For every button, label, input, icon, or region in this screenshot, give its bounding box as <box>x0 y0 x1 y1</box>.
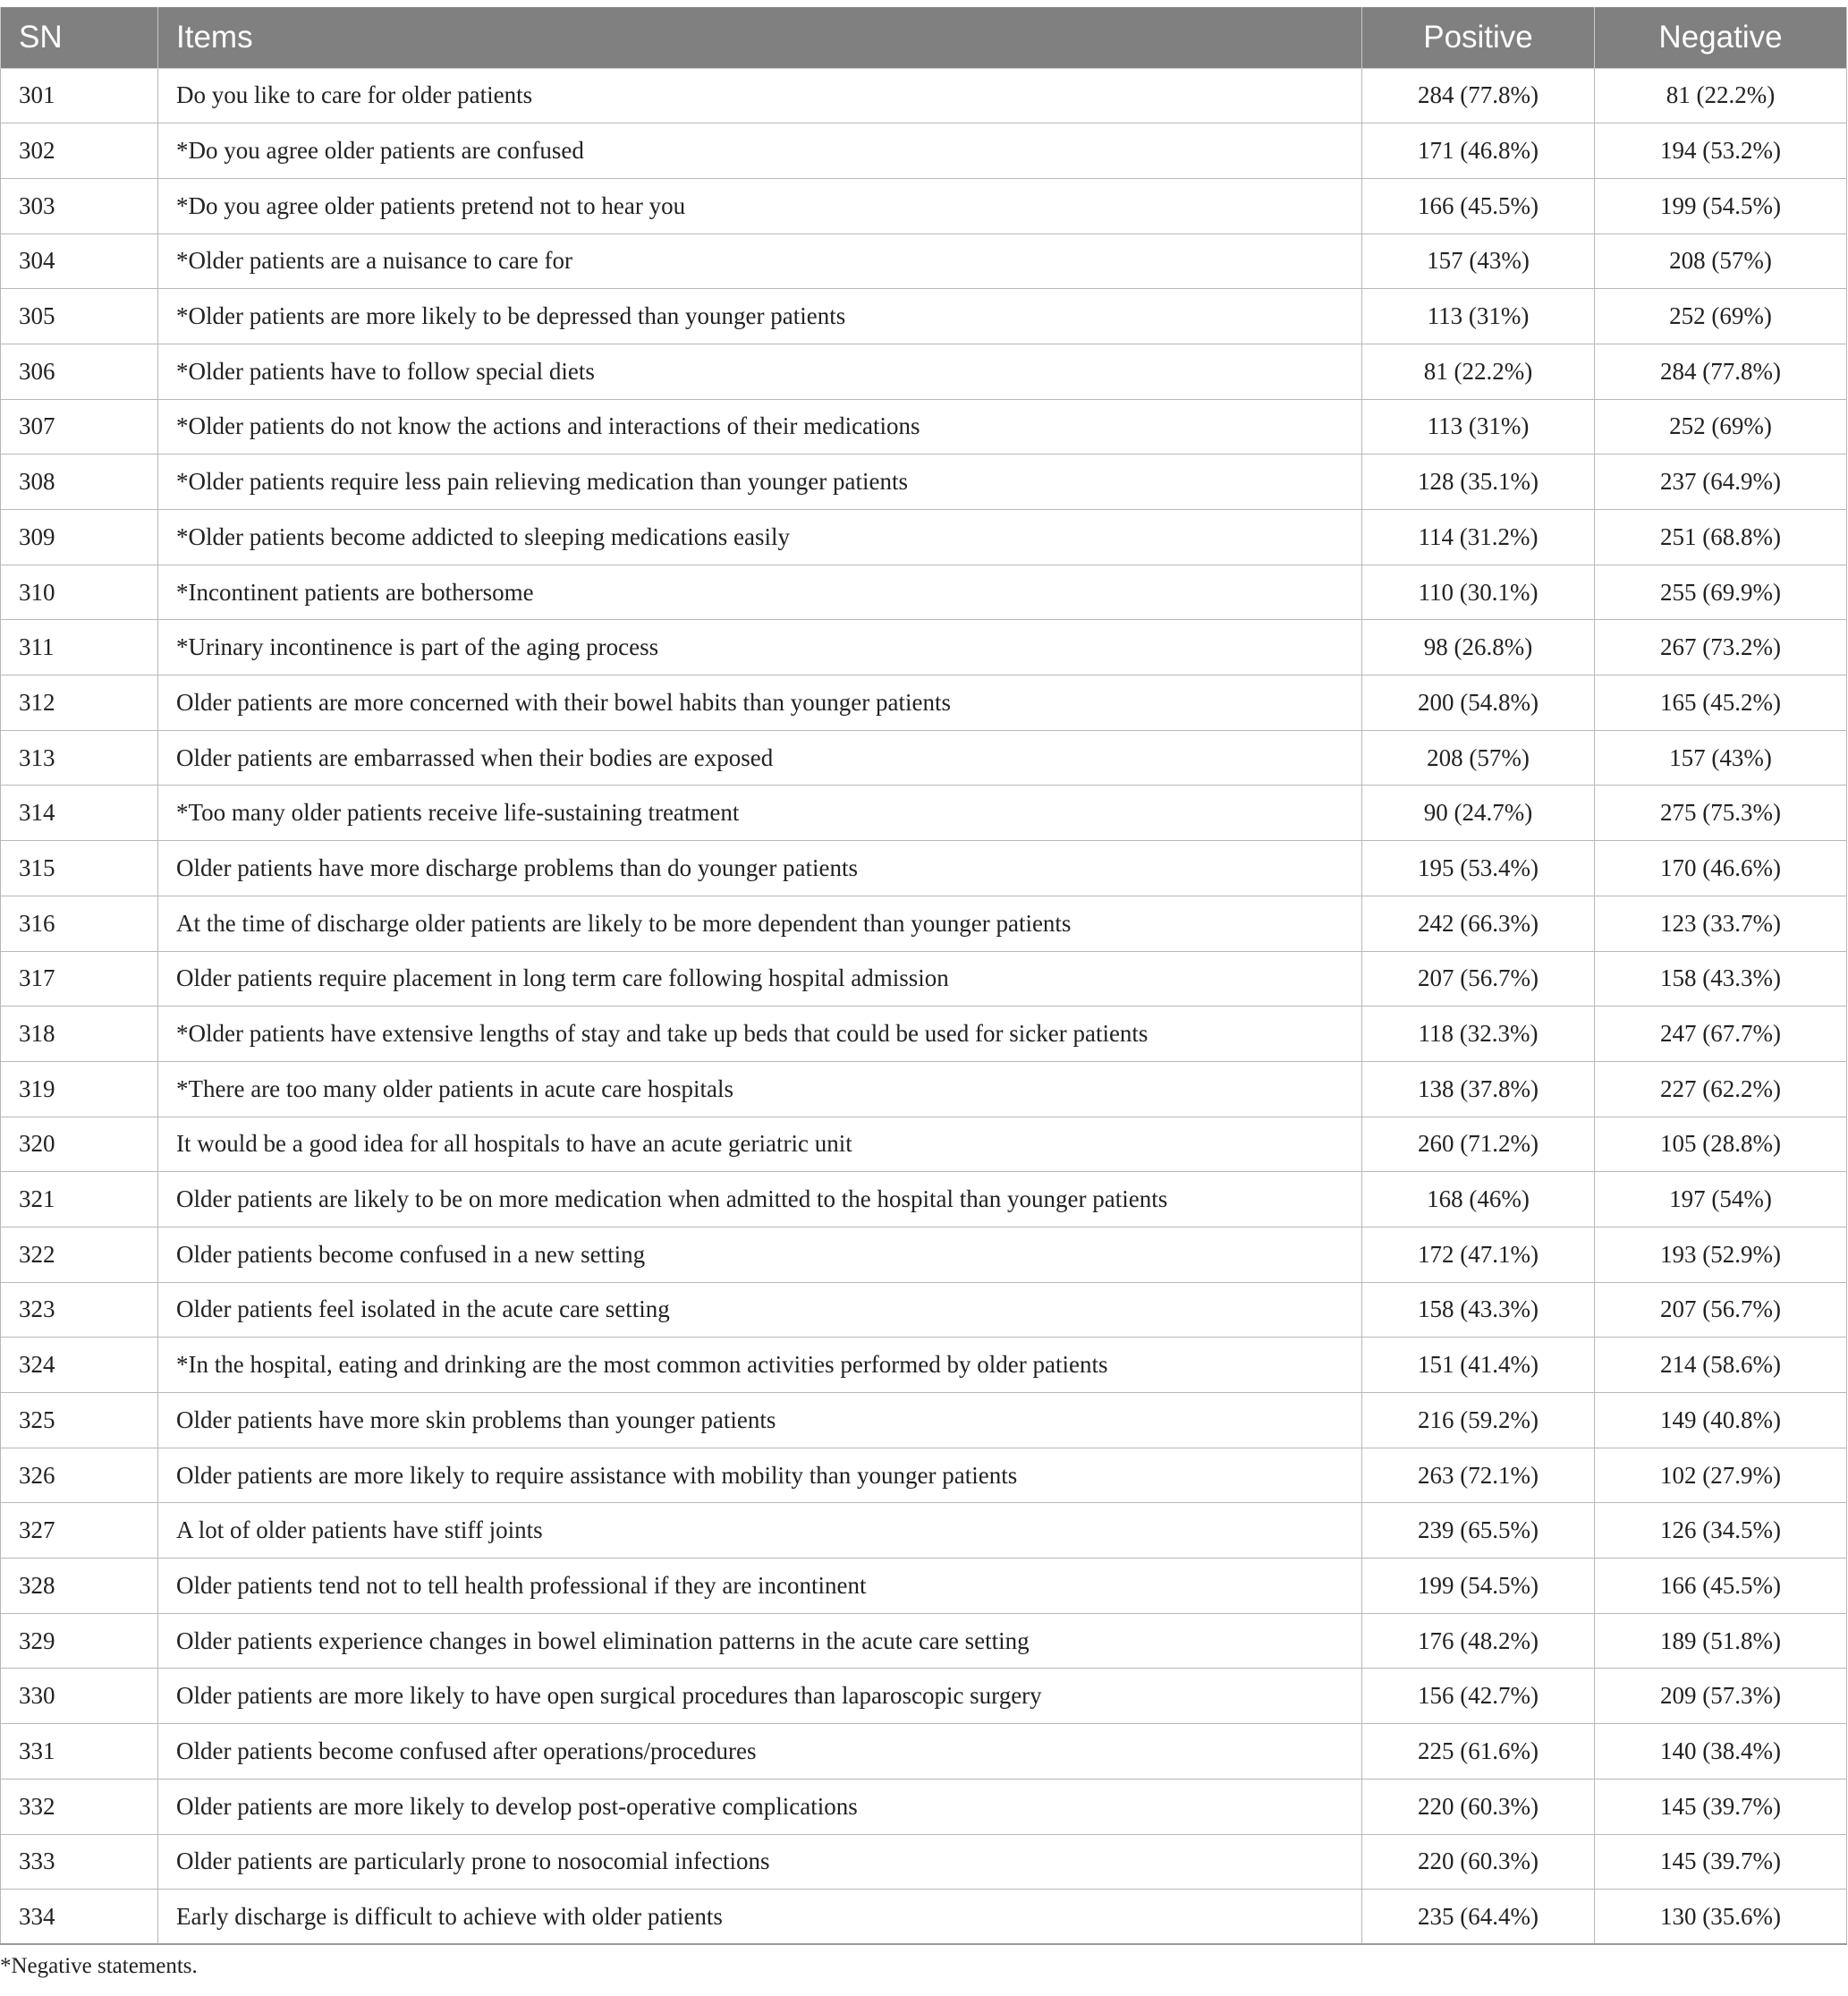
cell-positive: 110 (30.1%) <box>1362 565 1595 620</box>
cell-negative: 193 (52.9%) <box>1595 1227 1847 1282</box>
cell-sn: 313 <box>1 730 158 786</box>
cell-negative: 214 (58.6%) <box>1595 1338 1847 1393</box>
cell-sn: 307 <box>1 399 158 454</box>
cell-positive: 113 (31%) <box>1362 289 1595 344</box>
table-row <box>1 786 1847 841</box>
cell-item: Older patients are particularly prone to nosocomial infections <box>158 1834 1362 1890</box>
cell-negative: 197 (54%) <box>1595 1172 1847 1227</box>
cell-negative: 157 (43%) <box>1595 730 1847 786</box>
table-row <box>1 1669 1847 1724</box>
table-footnote: *Negative statements. <box>0 1954 198 1978</box>
cell-item: *Incontinent patients are bothersome <box>158 565 1362 620</box>
table-row <box>1 1117 1847 1172</box>
cell-item: Older patients have more skin problems than younger patients <box>158 1393 1362 1448</box>
table-row <box>1 620 1847 675</box>
table-header-row <box>1 7 1847 68</box>
cell-negative: 227 (62.2%) <box>1595 1061 1847 1117</box>
cell-item: Older patients are likely to be on more medication when admitted to the hospital than younger patients <box>158 1172 1362 1227</box>
cell-item: Older patients become confused in a new setting <box>158 1227 1362 1282</box>
cell-positive: 200 (54.8%) <box>1362 675 1595 731</box>
cell-negative: 149 (40.8%) <box>1595 1393 1847 1448</box>
cell-item: Older patients feel isolated in the acute care setting <box>158 1282 1362 1338</box>
header-sn: SN <box>1 7 158 68</box>
cell-negative: 194 (53.2%) <box>1595 123 1847 179</box>
cell-negative: 140 (38.4%) <box>1595 1724 1847 1779</box>
table-row <box>1 123 1847 179</box>
cell-item: A lot of older patients have stiff joints <box>158 1503 1362 1559</box>
table-row <box>1 951 1847 1006</box>
cell-negative: 252 (69%) <box>1595 289 1847 344</box>
cell-sn: 317 <box>1 951 158 1006</box>
cell-sn: 322 <box>1 1227 158 1282</box>
cell-sn: 325 <box>1 1393 158 1448</box>
cell-sn: 302 <box>1 123 158 179</box>
survey-items-table <box>0 7 1847 1945</box>
cell-item: Older patients are more likely to develop post-operative complications <box>158 1779 1362 1834</box>
cell-sn: 326 <box>1 1448 158 1503</box>
cell-negative: 284 (77.8%) <box>1595 344 1847 399</box>
cell-sn: 311 <box>1 620 158 675</box>
cell-sn: 303 <box>1 178 158 234</box>
cell-negative: 105 (28.8%) <box>1595 1117 1847 1172</box>
cell-item: Older patients have more discharge problems than do younger patients <box>158 841 1362 896</box>
table-row <box>1 730 1847 786</box>
cell-sn: 312 <box>1 675 158 731</box>
cell-sn: 306 <box>1 344 158 399</box>
cell-item: Older patients tend not to tell health professional if they are incontinent <box>158 1559 1362 1614</box>
cell-item: Older patients experience changes in bowel elimination patterns in the acute care setting <box>158 1613 1362 1669</box>
cell-sn: 305 <box>1 289 158 344</box>
cell-item: Older patients are more likely to have open surgical procedures than laparoscopic surgery <box>158 1669 1362 1724</box>
cell-positive: 239 (65.5%) <box>1362 1503 1595 1559</box>
cell-item: *Older patients have extensive lengths of stay and take up beds that could be used for sicker patients <box>158 1006 1362 1062</box>
cell-sn: 318 <box>1 1006 158 1062</box>
cell-positive: 168 (46%) <box>1362 1172 1595 1227</box>
cell-negative: 189 (51.8%) <box>1595 1613 1847 1669</box>
cell-sn: 332 <box>1 1779 158 1834</box>
cell-positive: 216 (59.2%) <box>1362 1393 1595 1448</box>
cell-sn: 304 <box>1 234 158 289</box>
cell-positive: 128 (35.1%) <box>1362 454 1595 510</box>
cell-positive: 138 (37.8%) <box>1362 1061 1595 1117</box>
cell-item: *Older patients are a nuisance to care for <box>158 234 1362 289</box>
cell-negative: 130 (35.6%) <box>1595 1890 1847 1945</box>
header-items: Items <box>158 7 1362 68</box>
cell-item: It would be a good idea for all hospitals to have an acute geriatric unit <box>158 1117 1362 1172</box>
cell-sn: 331 <box>1 1724 158 1779</box>
table-row <box>1 234 1847 289</box>
cell-sn: 333 <box>1 1834 158 1890</box>
cell-negative: 126 (34.5%) <box>1595 1503 1847 1559</box>
cell-sn: 334 <box>1 1890 158 1945</box>
table-row <box>1 1338 1847 1393</box>
cell-positive: 81 (22.2%) <box>1362 344 1595 399</box>
table-row <box>1 1006 1847 1062</box>
cell-sn: 328 <box>1 1559 158 1614</box>
cell-sn: 319 <box>1 1061 158 1117</box>
cell-item: *Older patients become addicted to sleeping medications easily <box>158 510 1362 565</box>
cell-positive: 114 (31.2%) <box>1362 510 1595 565</box>
table-row <box>1 896 1847 951</box>
cell-item: Older patients require placement in long term care following hospital admission <box>158 951 1362 1006</box>
table-row <box>1 1890 1847 1945</box>
cell-positive: 199 (54.5%) <box>1362 1559 1595 1614</box>
cell-positive: 220 (60.3%) <box>1362 1779 1595 1834</box>
table-row <box>1 1503 1847 1559</box>
cell-positive: 158 (43.3%) <box>1362 1282 1595 1338</box>
cell-positive: 156 (42.7%) <box>1362 1669 1595 1724</box>
cell-item: *Older patients are more likely to be depressed than younger patients <box>158 289 1362 344</box>
cell-positive: 242 (66.3%) <box>1362 896 1595 951</box>
table-row <box>1 289 1847 344</box>
cell-positive: 195 (53.4%) <box>1362 841 1595 896</box>
cell-negative: 237 (64.9%) <box>1595 454 1847 510</box>
cell-item: Early discharge is difficult to achieve with older patients <box>158 1890 1362 1945</box>
cell-item: *Urinary incontinence is part of the aging process <box>158 620 1362 675</box>
cell-item: At the time of discharge older patients are likely to be more dependent than younger patients <box>158 896 1362 951</box>
cell-negative: 207 (56.7%) <box>1595 1282 1847 1338</box>
cell-item: Do you like to care for older patients <box>158 68 1362 123</box>
cell-item: Older patients are more concerned with their bowel habits than younger patients <box>158 675 1362 731</box>
table-row <box>1 1724 1847 1779</box>
cell-negative: 247 (67.7%) <box>1595 1006 1847 1062</box>
cell-item: *Older patients do not know the actions and interactions of their medications <box>158 399 1362 454</box>
cell-positive: 90 (24.7%) <box>1362 786 1595 841</box>
table-row <box>1 344 1847 399</box>
cell-item: *Do you agree older patients are confused <box>158 123 1362 179</box>
cell-negative: 275 (75.3%) <box>1595 786 1847 841</box>
table-row <box>1 675 1847 731</box>
cell-negative: 209 (57.3%) <box>1595 1669 1847 1724</box>
cell-negative: 145 (39.7%) <box>1595 1779 1847 1834</box>
cell-positive: 166 (45.5%) <box>1362 178 1595 234</box>
cell-positive: 157 (43%) <box>1362 234 1595 289</box>
cell-item: Older patients become confused after operations/procedures <box>158 1724 1362 1779</box>
table-row <box>1 1282 1847 1338</box>
cell-positive: 208 (57%) <box>1362 730 1595 786</box>
cell-positive: 113 (31%) <box>1362 399 1595 454</box>
cell-positive: 176 (48.2%) <box>1362 1613 1595 1669</box>
table-row <box>1 68 1847 123</box>
cell-sn: 327 <box>1 1503 158 1559</box>
cell-negative: 145 (39.7%) <box>1595 1834 1847 1890</box>
table-row <box>1 1834 1847 1890</box>
cell-sn: 314 <box>1 786 158 841</box>
table-row <box>1 841 1847 896</box>
table-row <box>1 1448 1847 1503</box>
cell-negative: 267 (73.2%) <box>1595 620 1847 675</box>
table-row <box>1 1779 1847 1834</box>
table-body <box>1 68 1847 1944</box>
cell-positive: 151 (41.4%) <box>1362 1338 1595 1393</box>
cell-sn: 315 <box>1 841 158 896</box>
cell-negative: 199 (54.5%) <box>1595 178 1847 234</box>
header-negative: Negative <box>1595 7 1847 68</box>
cell-positive: 225 (61.6%) <box>1362 1724 1595 1779</box>
cell-item: Older patients are embarrassed when their bodies are exposed <box>158 730 1362 786</box>
cell-negative: 252 (69%) <box>1595 399 1847 454</box>
cell-sn: 320 <box>1 1117 158 1172</box>
cell-sn: 316 <box>1 896 158 951</box>
table-row <box>1 1172 1847 1227</box>
cell-negative: 208 (57%) <box>1595 234 1847 289</box>
table-row <box>1 1061 1847 1117</box>
cell-positive: 171 (46.8%) <box>1362 123 1595 179</box>
table-row <box>1 399 1847 454</box>
cell-positive: 263 (72.1%) <box>1362 1448 1595 1503</box>
cell-negative: 251 (68.8%) <box>1595 510 1847 565</box>
cell-positive: 207 (56.7%) <box>1362 951 1595 1006</box>
cell-sn: 301 <box>1 68 158 123</box>
cell-negative: 165 (45.2%) <box>1595 675 1847 731</box>
table-row <box>1 1393 1847 1448</box>
cell-item: *Too many older patients receive life-sustaining treatment <box>158 786 1362 841</box>
survey-table-container <box>0 7 1846 1945</box>
cell-positive: 260 (71.2%) <box>1362 1117 1595 1172</box>
cell-sn: 310 <box>1 565 158 620</box>
cell-item: *There are too many older patients in acute care hospitals <box>158 1061 1362 1117</box>
cell-item: *Older patients require less pain relieving medication than younger patients <box>158 454 1362 510</box>
cell-positive: 284 (77.8%) <box>1362 68 1595 123</box>
cell-positive: 220 (60.3%) <box>1362 1834 1595 1890</box>
cell-sn: 308 <box>1 454 158 510</box>
cell-negative: 158 (43.3%) <box>1595 951 1847 1006</box>
table-row <box>1 1227 1847 1282</box>
cell-negative: 123 (33.7%) <box>1595 896 1847 951</box>
cell-item: *Older patients have to follow special diets <box>158 344 1362 399</box>
table-row <box>1 1613 1847 1669</box>
table-row <box>1 565 1847 620</box>
table-row <box>1 178 1847 234</box>
table-row <box>1 1559 1847 1614</box>
cell-item: Older patients are more likely to require assistance with mobility than younger patients <box>158 1448 1362 1503</box>
cell-sn: 330 <box>1 1669 158 1724</box>
cell-item: *Do you agree older patients pretend not to hear you <box>158 178 1362 234</box>
table-row <box>1 510 1847 565</box>
cell-negative: 255 (69.9%) <box>1595 565 1847 620</box>
cell-negative: 170 (46.6%) <box>1595 841 1847 896</box>
cell-positive: 98 (26.8%) <box>1362 620 1595 675</box>
cell-positive: 172 (47.1%) <box>1362 1227 1595 1282</box>
cell-negative: 102 (27.9%) <box>1595 1448 1847 1503</box>
header-positive: Positive <box>1362 7 1595 68</box>
cell-negative: 166 (45.5%) <box>1595 1559 1847 1614</box>
cell-positive: 235 (64.4%) <box>1362 1890 1595 1945</box>
cell-positive: 118 (32.3%) <box>1362 1006 1595 1062</box>
cell-sn: 324 <box>1 1338 158 1393</box>
table-row <box>1 454 1847 510</box>
cell-sn: 309 <box>1 510 158 565</box>
cell-negative: 81 (22.2%) <box>1595 68 1847 123</box>
cell-sn: 323 <box>1 1282 158 1338</box>
cell-item: *In the hospital, eating and drinking are the most common activities performed by older patients <box>158 1338 1362 1393</box>
cell-sn: 329 <box>1 1613 158 1669</box>
cell-sn: 321 <box>1 1172 158 1227</box>
